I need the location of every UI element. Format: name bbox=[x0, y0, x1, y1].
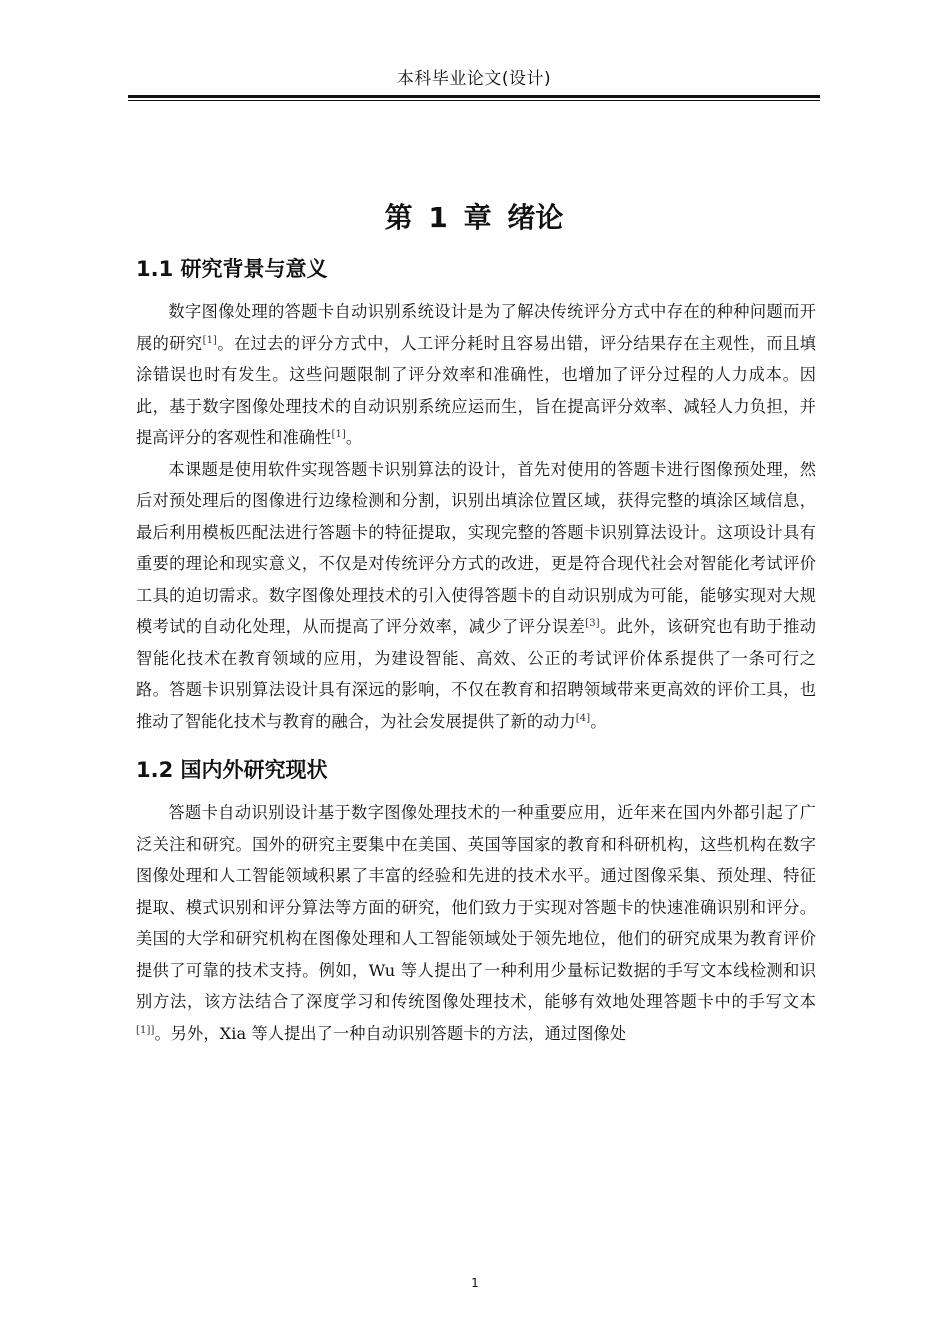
citation-marker: [4] bbox=[575, 712, 591, 724]
citation-marker: [1]] bbox=[136, 1024, 155, 1036]
section-gap bbox=[136, 737, 816, 751]
paragraph-text: 答题卡自动识别设计基于数字图像处理技术的一种重要应用，近年来在国内外都引起了广泛关注和研究。国外的研究主要集中在美国、英国等国家的教育和科研机构，这些机构在数字图像处理和人工智能领域积累了丰富的经验和先进的技术水平。通过图像采集、预处理、特征提取、模式识别和评分算法等方面的研究，他们致力于实现对答题卡的快速准确识别和评分。美国的大学和研究机构在图像处理和人工智能领域处于领先地位，他们的研究成果为教育评价提供了可靠的技术支持。例如，Wu 等人提出了一种利用少量标记数据的手写文本线检测和识别方法，该方法结合了深度学习和传统图像处理技术，能够有效地处理答题卡中的手写文本 bbox=[136, 803, 816, 1011]
paragraph-text: 。此外，该研究也有助于推动智能化技术在教育领域的应用，为建设智能、高效、公正的考试评价体系提供了一条可行之路。答题卡识别算法设计具有深远的影响，不仅在教育和招聘领域带来更高效的评价工具，也推动了智能化技术与教育的融合，为社会发展提供了新的动力 bbox=[136, 617, 816, 731]
citation-marker: [3] bbox=[585, 618, 600, 629]
section-title: 1.1 研究背景与意义 bbox=[136, 257, 328, 281]
citation-marker: [1] bbox=[202, 334, 218, 346]
paragraph-text: 本课题是使用软件实现答题卡识别算法的设计，首先对使用的答题卡进行图像预处理，然后对预处理后的图像进行边缘检测和分割，识别出填涂位置区域，获得完整的填涂区域信息，最后利用模板匹配法进行答题卡的特征提取，实现完整的答题卡识别算法设计。这项设计具有重要的理论和现实意义，不仅是对传统评分方式的改进，更是符合现代社会对智能化考试评价工具的迫切需求。数字图像处理技术的引入使得答题卡的自动识别成为可能，能够实现对大规模考试的自动化处理，从而提高了评分效率，减少了评分误差 bbox=[136, 459, 816, 636]
paragraph bbox=[136, 296, 816, 454]
header-rule-thin bbox=[128, 100, 820, 101]
running-header: 本科毕业论文(设计) bbox=[396, 69, 552, 89]
header-rule-thick bbox=[128, 95, 820, 98]
paragraph-text: 。 bbox=[345, 428, 363, 447]
body-content bbox=[136, 250, 816, 1049]
paragraph-text: 。 bbox=[590, 711, 607, 731]
paragraph-text: 。另外，Xia 等人提出了一种自动识别答题卡的方法，通过图像处 bbox=[154, 1023, 627, 1043]
section-title: 1.2 国内外研究现状 bbox=[136, 758, 328, 782]
paragraph bbox=[136, 454, 816, 738]
chapter-title: 第 1 章 绪论 bbox=[384, 201, 564, 234]
citation-marker: [1] bbox=[331, 429, 346, 440]
paragraph-text: 数字图像处理的答题卡自动识别系统设计是为了解决传统评分方式中存在的种种问题而开展的研究 bbox=[136, 302, 816, 353]
paragraph-text: 。在过去的评分方式中，人工评分耗时且容易出错，评分结果存在主观性，而且填涂错误也时有发生。这些问题限制了评分效率和准确性，也增加了评分过程的人力成本。因此，基于数字图像处理技术的自动识别系统应运而生，旨在提高评分效率、减轻人力负担，并提高评分的客观性和准确性 bbox=[136, 333, 816, 447]
page-number: 1 bbox=[471, 1276, 479, 1290]
paragraph bbox=[136, 797, 816, 1049]
